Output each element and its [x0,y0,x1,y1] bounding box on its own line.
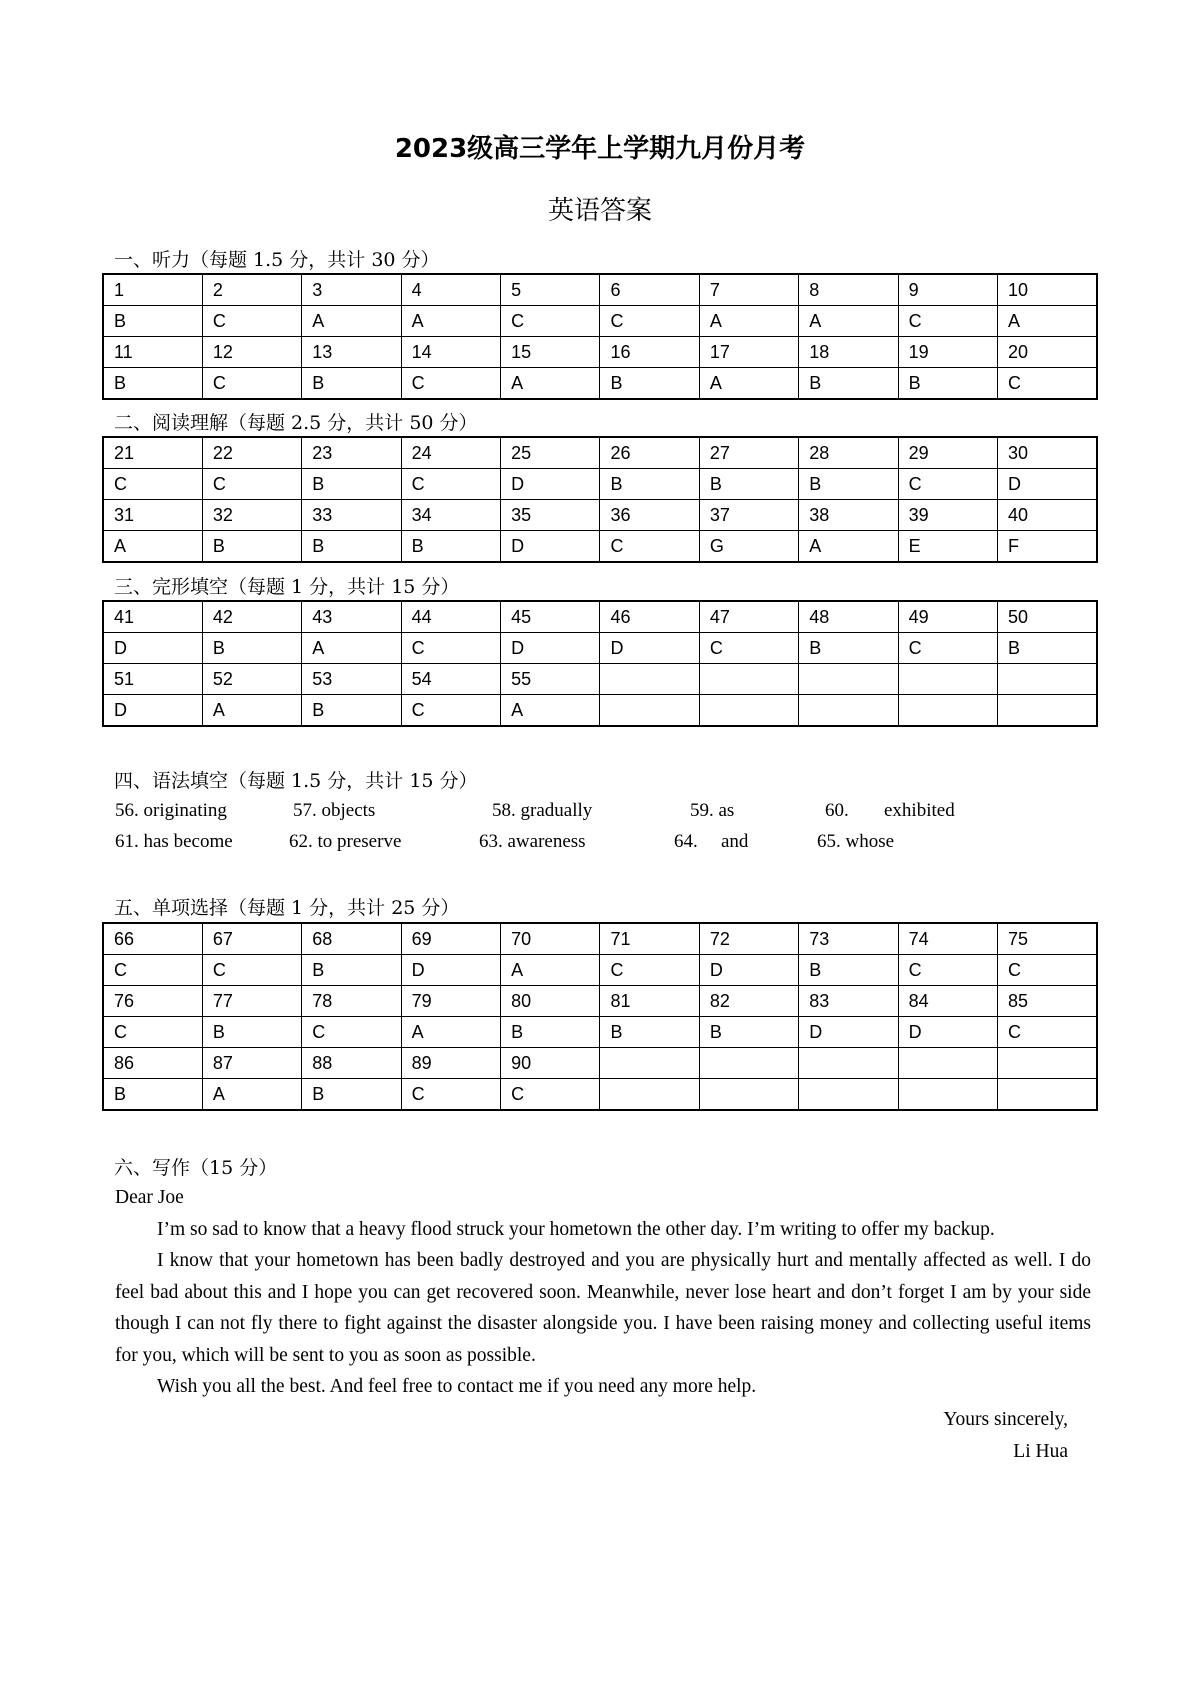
answer-cell: A [998,306,1097,337]
question-number-cell: 80 [501,986,600,1017]
question-number-cell: 67 [202,923,301,955]
answer-cell: A [302,633,401,664]
letter-paragraph: I’m so sad to know that a heavy flood struck your hometown the other day. I’m writing to offer my backup. [157,1218,995,1240]
answer-cell: B [600,469,699,500]
answer-cell: C [401,1079,500,1111]
grammar-answer: and [721,831,749,852]
answer-cell: D [501,531,600,563]
answer-cell: C [998,1017,1097,1048]
grammar-heading: 四、语法填空（每题 1.5 分，共计 15 分） [114,770,478,792]
table-row [103,1079,1097,1111]
question-number-cell: 71 [600,923,699,955]
answer-cell: C [998,368,1097,400]
answer-cell: C [600,955,699,986]
question-number-cell: 76 [103,986,202,1017]
answer-cell [998,1079,1097,1111]
question-number-cell: 14 [401,337,500,368]
answer-cell: A [202,1079,301,1111]
question-number-cell [699,664,798,695]
table-row [103,469,1097,500]
page-title: 2023级高三学年上学期九月份月考 [394,134,806,164]
answer-cell: B [998,633,1097,664]
question-number-cell: 46 [600,601,699,633]
question-number-cell: 40 [998,500,1097,531]
question-number-cell: 6 [600,274,699,306]
question-number-cell [600,664,699,695]
answer-cell: C [898,633,997,664]
answer-cell: B [202,633,301,664]
grammar-answer: 64. [674,831,698,852]
answer-cell: D [998,469,1097,500]
table-row [103,986,1097,1017]
question-number-cell: 26 [600,437,699,469]
answer-cell: A [401,1017,500,1048]
question-number-cell: 69 [401,923,500,955]
answer-cell: C [898,306,997,337]
question-number-cell: 50 [998,601,1097,633]
answer-cell: C [699,633,798,664]
letter-paragraph: I know that your hometown has been badly destroyed and you are physically hurt and mentally affected as well. I do feel bad about this and I hope you can get recovered soon. Meanwhile, never lose heart and don’t forget I am by your side though I can not fly there to fight against the disaster alongside you. I have been raising money and collecting useful items for you, which will be sent to you as soon as possible. [115,1250,1091,1366]
answer-cell: C [202,469,301,500]
answer-cell [998,695,1097,727]
answer-cell: A [799,306,898,337]
question-number-cell: 86 [103,1048,202,1079]
answer-cell: B [103,306,202,337]
answer-cell [799,695,898,727]
answer-cell: B [401,531,500,563]
question-number-cell: 1 [103,274,202,306]
table-row [103,955,1097,986]
answer-cell: D [600,633,699,664]
answer-cell: C [401,469,500,500]
answer-cell: E [898,531,997,563]
question-number-cell: 49 [898,601,997,633]
table-row [103,633,1097,664]
answer-cell [898,1079,997,1111]
grammar-answer: 57. objects [293,800,376,821]
answer-cell: C [898,955,997,986]
letter-salutation: Dear Joe [115,1187,184,1208]
answer-cell: C [401,695,500,727]
question-number-cell: 37 [699,500,798,531]
question-number-cell: 8 [799,274,898,306]
question-number-cell: 42 [202,601,301,633]
answer-cell: C [302,1017,401,1048]
answer-cell: B [302,695,401,727]
question-number-cell: 88 [302,1048,401,1079]
answer-cell: D [103,633,202,664]
grammar-answer: 62. to preserve [289,831,402,852]
question-number-cell: 48 [799,601,898,633]
question-number-cell [898,1048,997,1079]
answer-cell: B [202,1017,301,1048]
grammar-answer: 61. has become [115,831,233,852]
table-row [103,306,1097,337]
question-number-cell: 82 [699,986,798,1017]
grammar-answer: 59. as [690,800,735,821]
question-number-cell: 5 [501,274,600,306]
question-number-cell: 35 [501,500,600,531]
single-choice-heading: 五、单项选择（每题 1 分，共计 25 分） [114,897,460,919]
grammar-answer: 63. awareness [479,831,586,852]
answer-cell: C [401,633,500,664]
answer-cell: B [898,368,997,400]
question-number-cell: 44 [401,601,500,633]
answer-cell: B [799,368,898,400]
answer-cell: D [401,955,500,986]
answer-cell: A [501,955,600,986]
answer-cell: D [898,1017,997,1048]
answer-cell [600,1079,699,1111]
question-number-cell: 17 [699,337,798,368]
answer-cell [799,1079,898,1111]
question-number-cell: 41 [103,601,202,633]
page-subtitle: 英语答案 [547,196,652,226]
answer-cell: B [699,1017,798,1048]
question-number-cell: 4 [401,274,500,306]
answer-cell: C [600,306,699,337]
question-number-cell: 39 [898,500,997,531]
answer-cell: D [501,469,600,500]
question-number-cell: 23 [302,437,401,469]
single-choice-answer-table [102,922,1098,1111]
table-row [103,368,1097,400]
grammar-answer: 60. [825,800,849,821]
letter-signature: Li Hua [1013,1440,1068,1462]
answer-cell [699,1079,798,1111]
answer-cell: C [501,306,600,337]
question-number-cell: 15 [501,337,600,368]
question-number-cell [799,1048,898,1079]
question-number-cell: 55 [501,664,600,695]
answer-cell: B [103,1079,202,1111]
question-number-cell: 77 [202,986,301,1017]
table-row [103,500,1097,531]
cloze-heading: 三、完形填空（每题 1 分，共计 15 分） [114,576,460,598]
answer-cell: B [799,633,898,664]
letter-paragraph: Wish you all the best. And feel free to contact me if you need any more help. [157,1376,757,1397]
question-number-cell: 73 [799,923,898,955]
answer-cell: A [401,306,500,337]
answer-cell: A [799,531,898,563]
question-number-cell: 12 [202,337,301,368]
question-number-cell: 83 [799,986,898,1017]
question-number-cell: 70 [501,923,600,955]
question-number-cell: 54 [401,664,500,695]
question-number-cell: 84 [898,986,997,1017]
question-number-cell: 30 [998,437,1097,469]
answer-cell: C [202,955,301,986]
listening-heading: 一、听力（每题 1.5 分，共计 30 分） [114,249,440,271]
answer-cell: C [501,1079,600,1111]
table-row [103,337,1097,368]
table-row [103,695,1097,727]
answer-cell: B [799,955,898,986]
question-number-cell: 9 [898,274,997,306]
question-number-cell: 66 [103,923,202,955]
question-number-cell: 47 [699,601,798,633]
answer-cell [600,695,699,727]
answer-cell: D [501,633,600,664]
question-number-cell: 7 [699,274,798,306]
question-number-cell [998,1048,1097,1079]
table-row [103,664,1097,695]
question-number-cell: 79 [401,986,500,1017]
question-number-cell: 38 [799,500,898,531]
listening-answer-table [102,273,1098,400]
answer-cell: C [998,955,1097,986]
question-number-cell: 87 [202,1048,301,1079]
question-number-cell: 25 [501,437,600,469]
table-row [103,1048,1097,1079]
question-number-cell: 27 [699,437,798,469]
answer-cell: D [799,1017,898,1048]
question-number-cell: 18 [799,337,898,368]
question-number-cell: 24 [401,437,500,469]
grammar-answer: 65. whose [817,831,895,852]
question-number-cell: 29 [898,437,997,469]
answer-cell [699,695,798,727]
question-number-cell: 3 [302,274,401,306]
answer-cell: B [302,469,401,500]
question-number-cell: 16 [600,337,699,368]
answer-cell: C [103,1017,202,1048]
answer-cell: C [401,368,500,400]
answer-cell: C [103,469,202,500]
answer-cell: B [202,531,301,563]
grammar-answer: 56. originating [115,800,227,821]
answer-cell: C [202,368,301,400]
answer-cell: B [302,1079,401,1111]
table-row [103,274,1097,306]
question-number-cell: 34 [401,500,500,531]
question-number-cell: 33 [302,500,401,531]
answer-cell: B [799,469,898,500]
answer-cell: A [103,531,202,563]
answer-cell: A [501,368,600,400]
grammar-answer: 58. gradually [492,800,593,821]
reading-answer-table [102,436,1098,563]
letter-body [115,1182,1091,1403]
answer-cell: B [302,531,401,563]
question-number-cell: 22 [202,437,301,469]
answer-cell: D [103,695,202,727]
letter-closing [943,1404,1068,1467]
answer-cell: C [600,531,699,563]
question-number-cell [998,664,1097,695]
question-number-cell: 43 [302,601,401,633]
question-number-cell: 28 [799,437,898,469]
answer-cell: B [103,368,202,400]
question-number-cell: 21 [103,437,202,469]
question-number-cell: 85 [998,986,1097,1017]
question-number-cell: 52 [202,664,301,695]
question-number-cell: 90 [501,1048,600,1079]
question-number-cell: 81 [600,986,699,1017]
question-number-cell: 2 [202,274,301,306]
question-number-cell: 32 [202,500,301,531]
question-number-cell: 36 [600,500,699,531]
writing-heading: 六、写作（15 分） [114,1157,278,1179]
letter-closing-line: Yours sincerely, [943,1409,1068,1430]
answer-cell: A [302,306,401,337]
table-row [103,923,1097,955]
question-number-cell: 53 [302,664,401,695]
answer-cell: B [600,1017,699,1048]
question-number-cell: 68 [302,923,401,955]
table-row [103,437,1097,469]
grammar-answer: exhibited [884,800,955,821]
answer-cell: A [699,368,798,400]
question-number-cell: 10 [998,274,1097,306]
question-number-cell: 13 [302,337,401,368]
answer-cell: B [302,368,401,400]
question-number-cell [898,664,997,695]
question-number-cell: 74 [898,923,997,955]
question-number-cell: 31 [103,500,202,531]
answer-cell: F [998,531,1097,563]
answer-cell: D [699,955,798,986]
question-number-cell: 78 [302,986,401,1017]
answer-cell [898,695,997,727]
table-row [103,601,1097,633]
answer-cell: A [501,695,600,727]
question-number-cell [600,1048,699,1079]
question-number-cell: 11 [103,337,202,368]
table-row [103,531,1097,563]
answer-cell: A [699,306,798,337]
question-number-cell: 20 [998,337,1097,368]
answer-cell: B [501,1017,600,1048]
answer-cell: C [898,469,997,500]
question-number-cell: 51 [103,664,202,695]
question-number-cell: 89 [401,1048,500,1079]
answer-cell: C [103,955,202,986]
question-number-cell: 19 [898,337,997,368]
answer-cell: C [202,306,301,337]
reading-heading: 二、阅读理解（每题 2.5 分，共计 50 分） [114,412,478,434]
question-number-cell [799,664,898,695]
question-number-cell [699,1048,798,1079]
question-number-cell: 72 [699,923,798,955]
table-row [103,1017,1097,1048]
question-number-cell: 75 [998,923,1097,955]
answer-cell: B [302,955,401,986]
answer-cell: B [699,469,798,500]
answer-cell: A [202,695,301,727]
cloze-answer-table [102,600,1098,727]
question-number-cell: 45 [501,601,600,633]
answer-cell: G [699,531,798,563]
answer-cell: B [600,368,699,400]
